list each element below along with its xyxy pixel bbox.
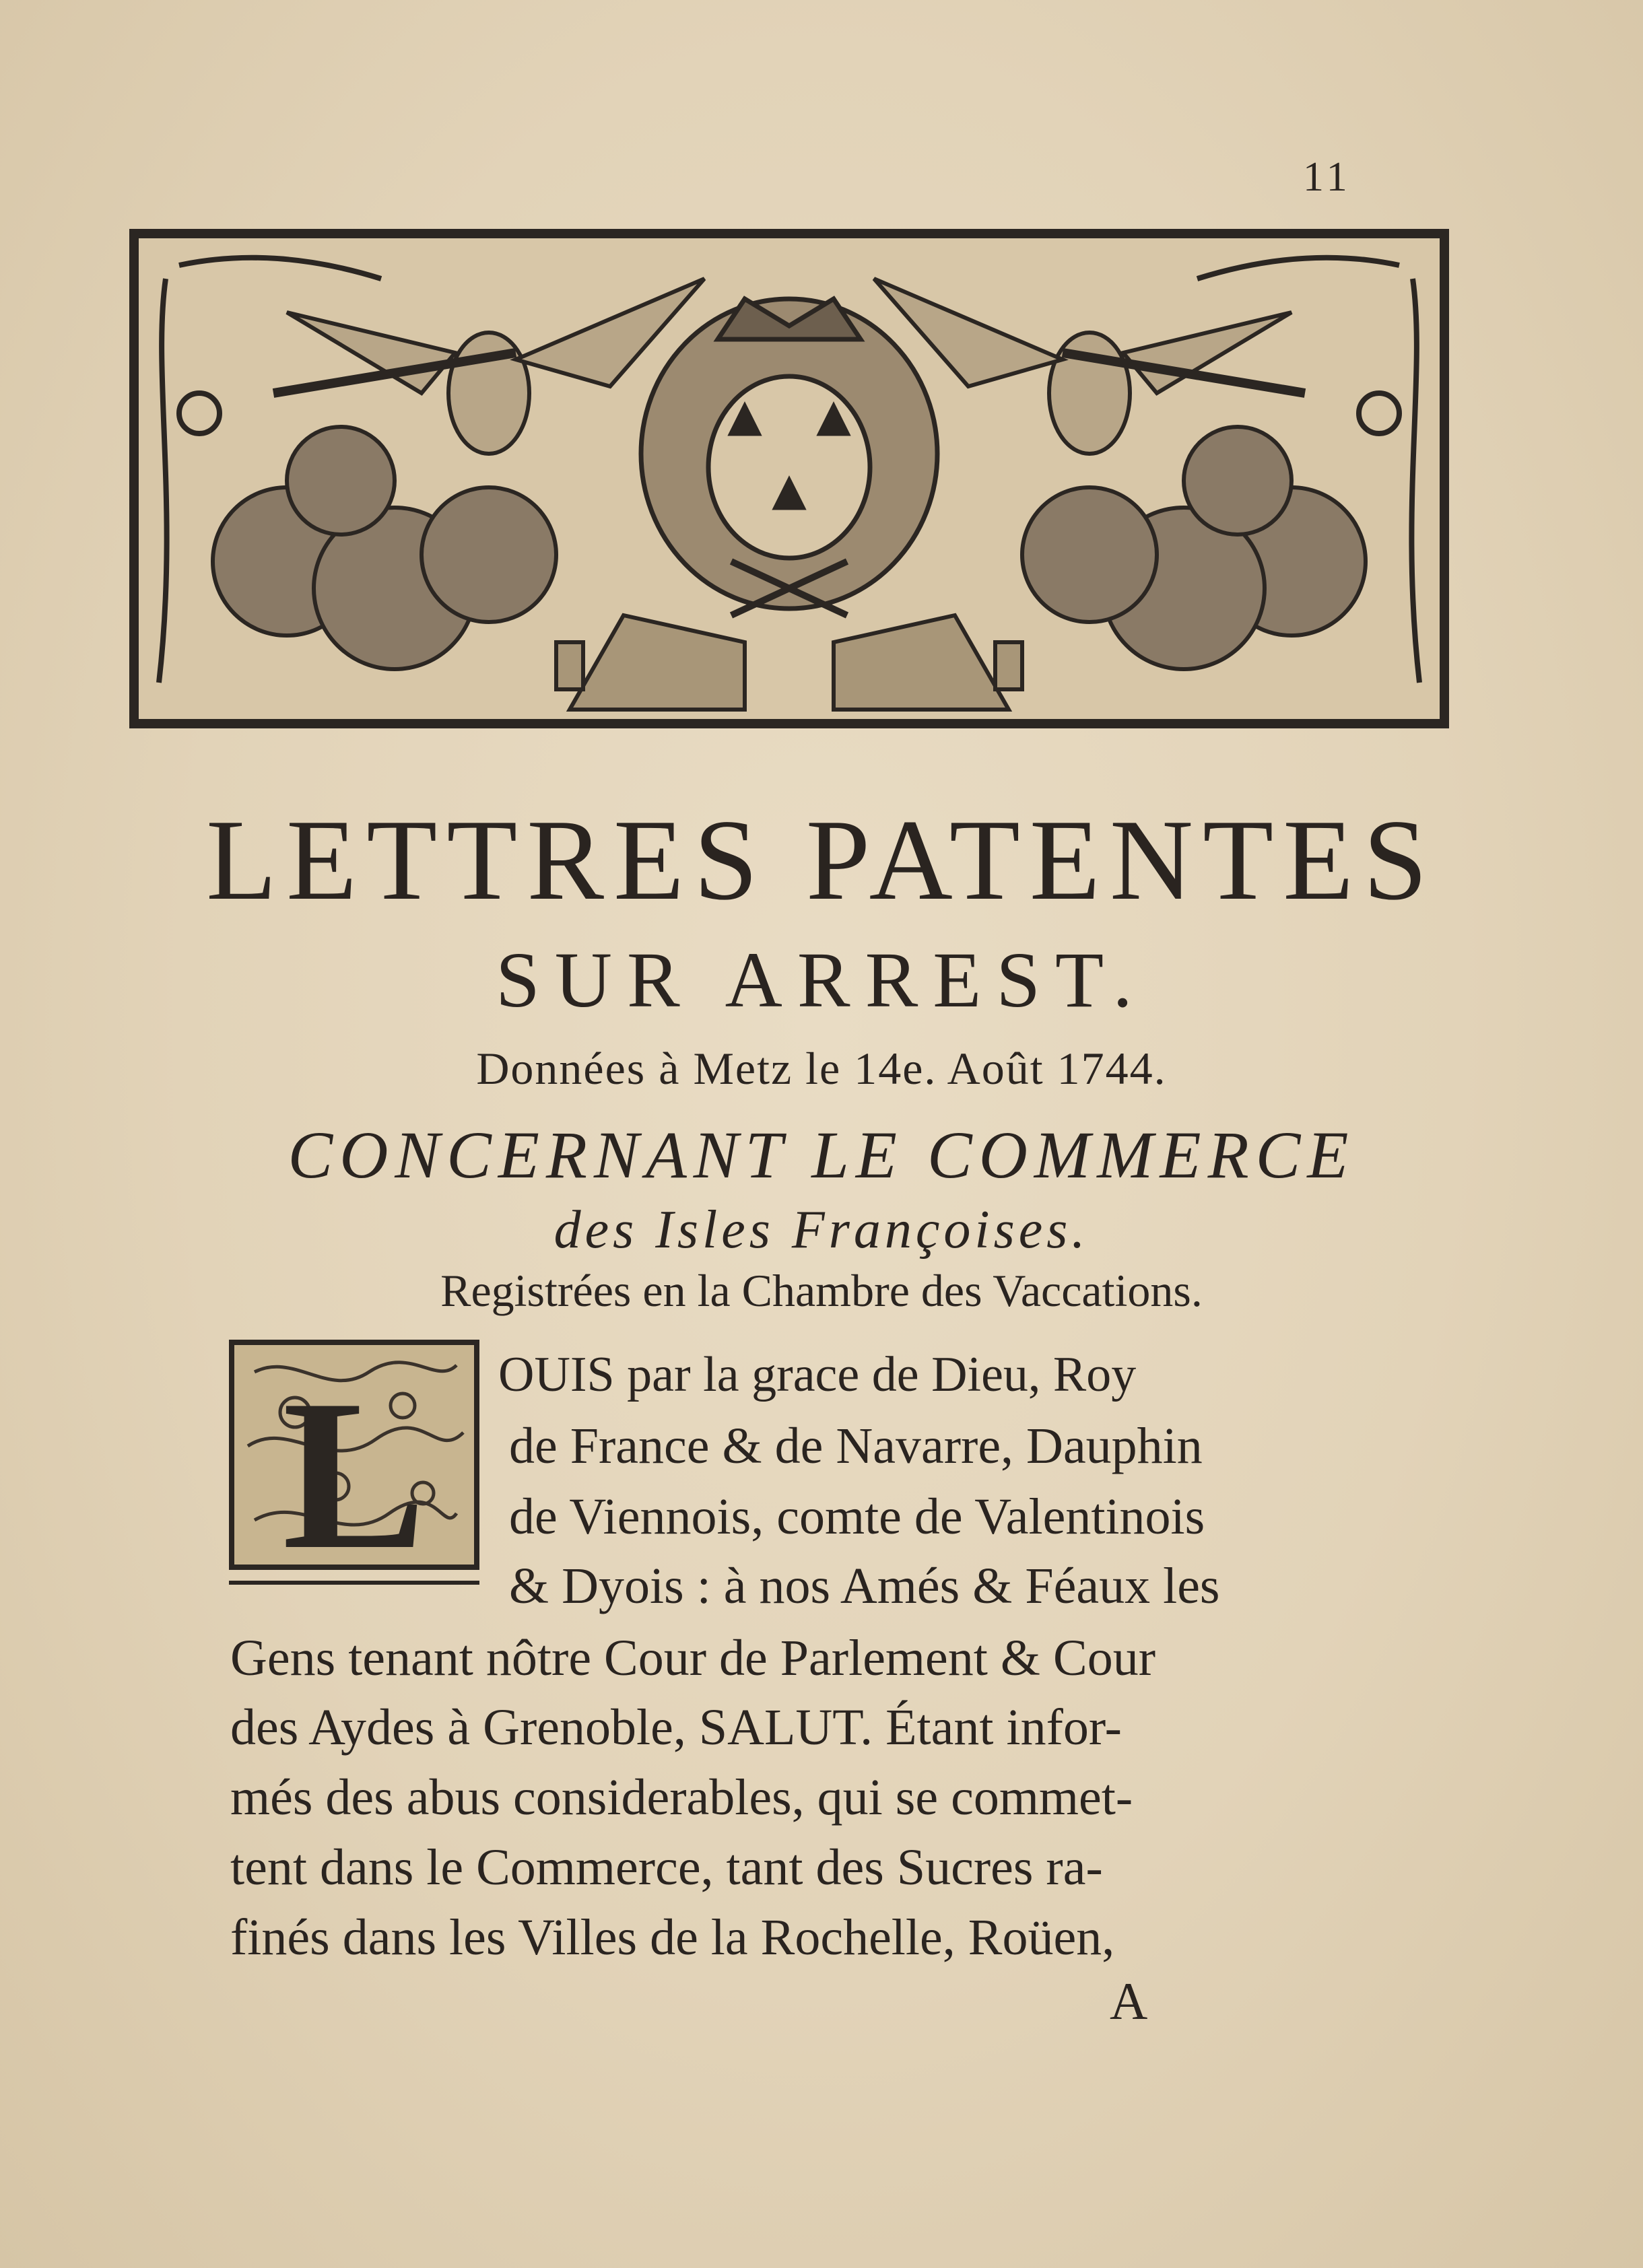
page-number: 11 bbox=[1303, 154, 1351, 200]
date-line: Données à Metz le 14e. Août 1744. bbox=[476, 1043, 1167, 1094]
body-line: de France & de Navarre, Dauphin bbox=[509, 1418, 1203, 1474]
dropcap-letter: L bbox=[282, 1356, 426, 1565]
body-line: & Dyois : à nos Amés & Féaux les bbox=[509, 1558, 1220, 1614]
body-line: més des abus considerables, qui se commet- bbox=[230, 1769, 1133, 1826]
subject-line-1: CONCERNANT LE COMMERCE bbox=[288, 1118, 1355, 1192]
body-line: de Viennois, comte de Valentinois bbox=[509, 1488, 1205, 1545]
body-line: Gens tenant nôtre Cour de Parlement & Cour bbox=[230, 1630, 1156, 1686]
dropcap-rule bbox=[229, 1581, 479, 1585]
document-title: LETTRES PATENTES bbox=[206, 796, 1437, 924]
subject-line-2: des Isles Françoises. bbox=[554, 1200, 1089, 1260]
body-line: OUIS par la grace de Dieu, Roy bbox=[498, 1347, 1137, 1402]
ornamental-headpiece bbox=[129, 229, 1449, 728]
registration-line: Registrées en la Chambre des Vaccations. bbox=[440, 1265, 1203, 1316]
dropcap-ornament bbox=[229, 1340, 479, 1570]
catchword: A bbox=[1110, 1972, 1148, 2030]
document-subtitle: SUR ARREST. bbox=[496, 936, 1147, 1024]
headpiece-engraving bbox=[139, 238, 1440, 719]
body-line: finés dans les Villes de la Rochelle, Roüen, bbox=[230, 1909, 1115, 1966]
dropcap-letter-l-icon bbox=[234, 1345, 474, 1565]
body-line: tent dans le Commerce, tant des Sucres ra- bbox=[230, 1839, 1103, 1896]
body-line: des Aydes à Grenoble, SALUT. Étant infor- bbox=[230, 1699, 1122, 1756]
